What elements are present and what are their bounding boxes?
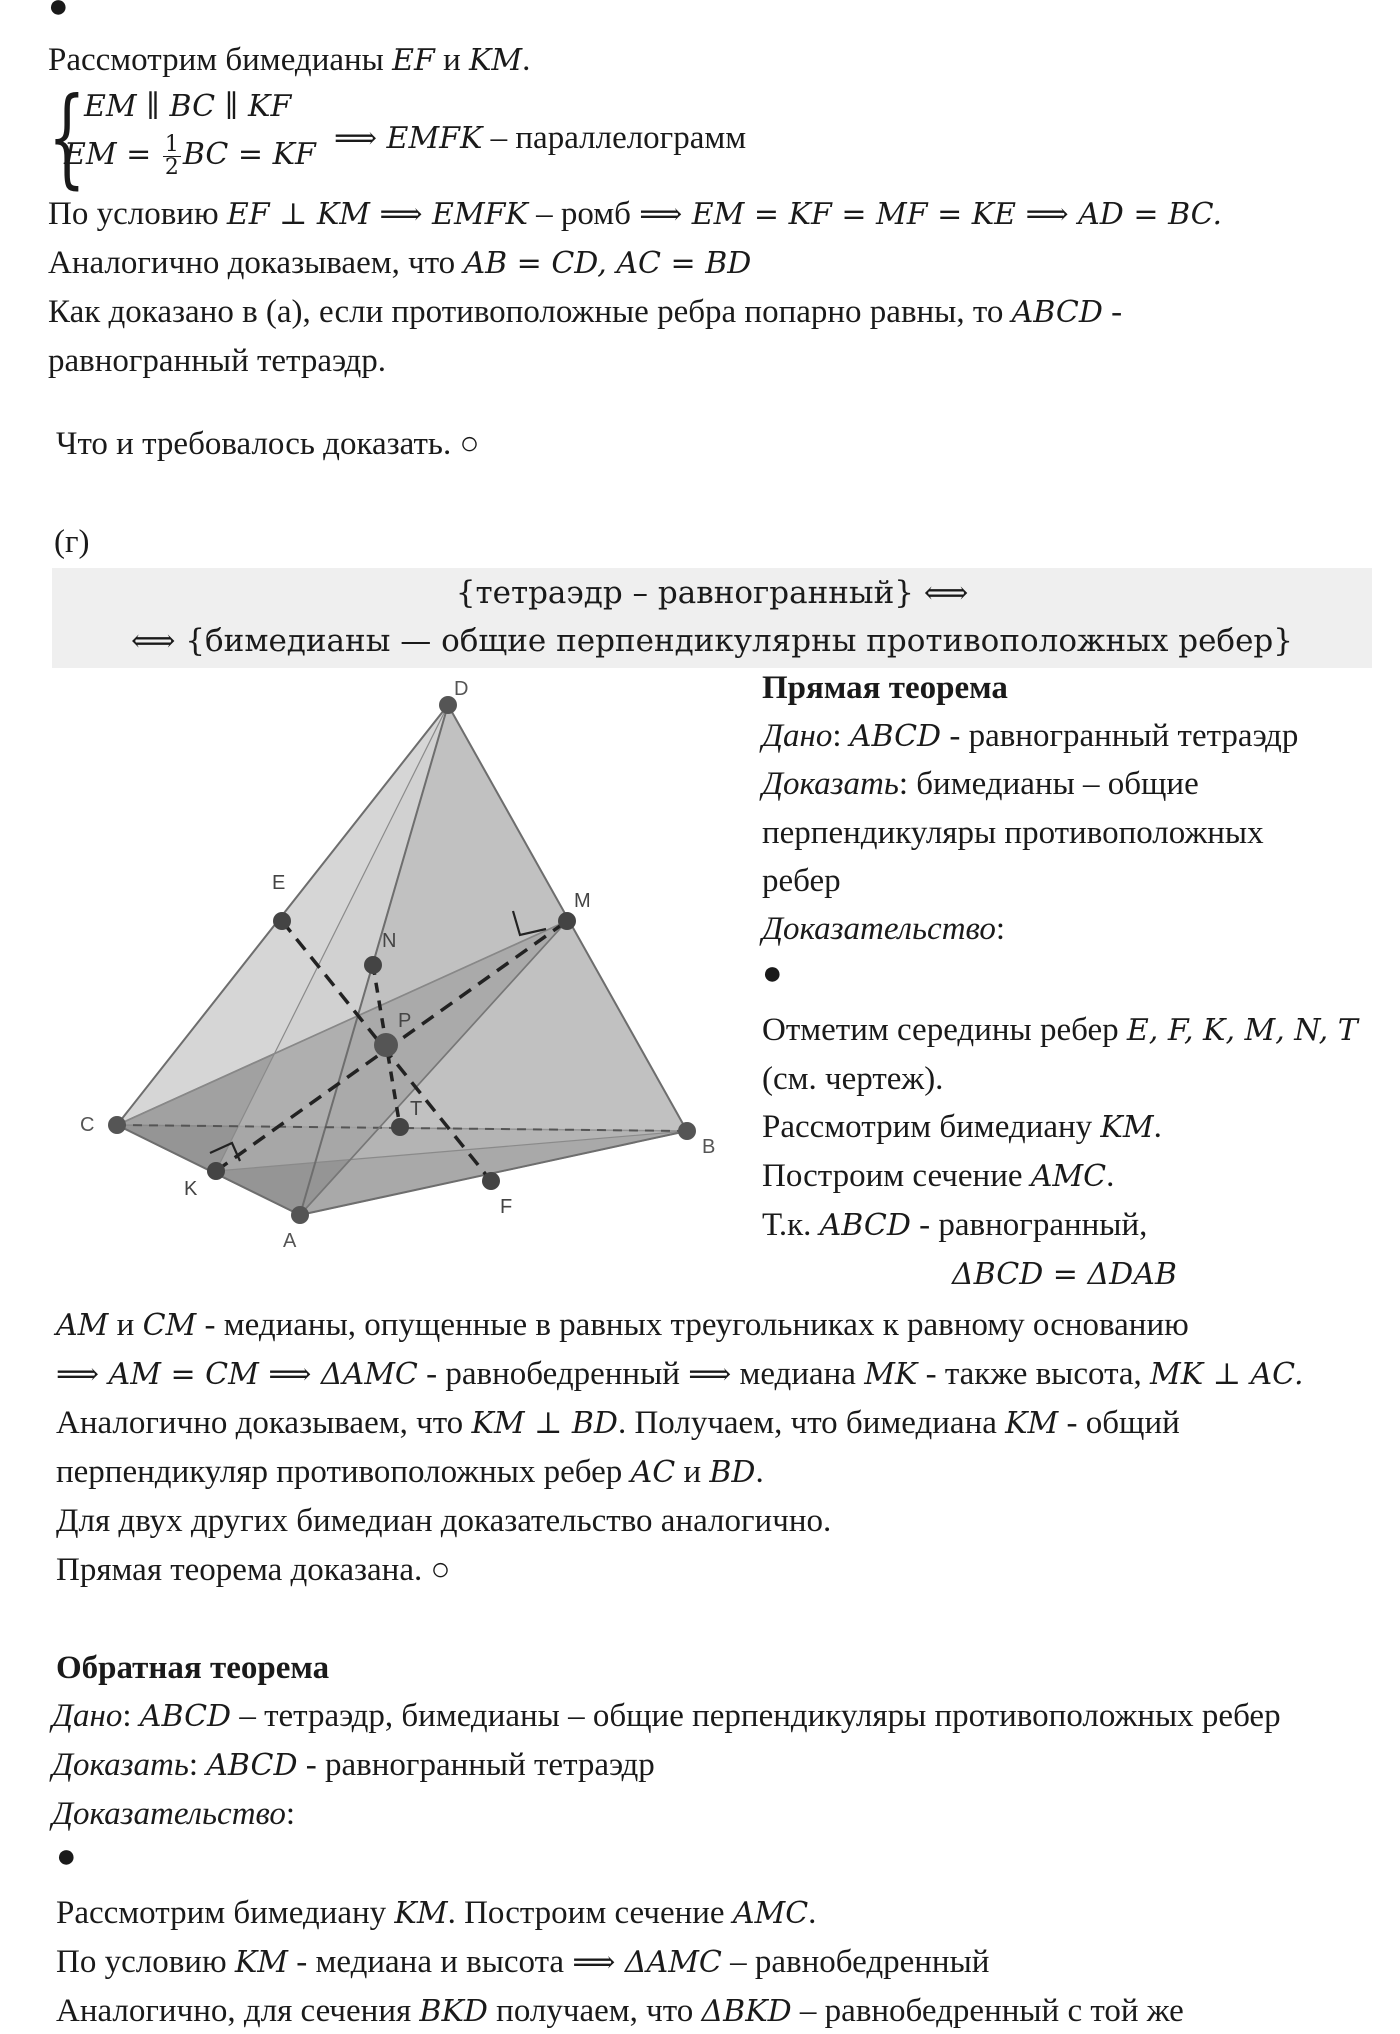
text: - медиана и высота [287, 1944, 573, 1980]
text: . Получаем, что бимедиана [617, 1405, 1006, 1441]
text-line: Прямая теорема доказана. ○ [56, 1552, 451, 1588]
text: - равногранный тетраэдр [941, 718, 1299, 754]
proof-label: Доказательство [762, 911, 996, 947]
text: Построим сечение [762, 1158, 1031, 1194]
prove-label: Доказать [762, 766, 899, 802]
system-result [334, 116, 746, 161]
math: AC [630, 1455, 676, 1490]
system-row-2 [64, 132, 316, 179]
text: Аналогично доказываем, что [48, 245, 464, 281]
math: KM [1005, 1406, 1059, 1441]
math: ΔBKD [701, 1994, 792, 2029]
point-n [364, 956, 382, 974]
text-line [48, 339, 386, 383]
given-label: Дано [762, 718, 833, 754]
math: KM [394, 1896, 448, 1931]
text: Рассмотрим бимедиану [56, 1895, 395, 1931]
math: EF ⊥ KM ⟹ EMFK [226, 197, 528, 232]
fraction-denominator: 2 [164, 154, 179, 180]
text: Как доказано в (а), если противоположные ребра попарно равны, то [48, 294, 1012, 330]
text-line [56, 1891, 816, 1936]
math: KM ⊥ BD [471, 1406, 618, 1441]
prove-line [52, 1743, 655, 1788]
math: EM = [64, 137, 161, 172]
point-a [291, 1206, 309, 1224]
theorem-banner [52, 568, 1372, 668]
text: . [755, 1454, 764, 1490]
point-c [108, 1116, 126, 1134]
part-label: (г) [54, 524, 90, 560]
math: ΔBCD = ΔDAB [952, 1257, 1177, 1292]
math: ABCD [849, 719, 942, 754]
math: EM ∥ BC ∥ KF [84, 89, 292, 124]
text: : [188, 1747, 207, 1783]
text: и [108, 1307, 143, 1343]
math: KM [468, 43, 523, 78]
text-line [56, 1940, 989, 1985]
text: - [1102, 294, 1123, 330]
converse-theorem-heading: Обратная теорема [56, 1650, 330, 1686]
fraction-numerator: 1 [164, 131, 179, 157]
text: По условию [56, 1944, 235, 1980]
text: перпендикуляр противоположных ребер [56, 1454, 631, 1490]
text: Аналогично, для сечения [56, 1993, 420, 2029]
text: – ромб [527, 196, 640, 232]
text: – тетраэдр, бимедианы – общие перпендикуляры противоположных ребер [231, 1698, 1281, 1734]
math: MK [864, 1357, 918, 1392]
label-a: A [283, 1230, 297, 1252]
bullet: ● [56, 1838, 77, 1875]
text: . [808, 1895, 817, 1931]
label-d: D [454, 678, 469, 700]
math: ABCD [206, 1748, 298, 1783]
math: ABCD [1011, 295, 1103, 330]
point-p [374, 1033, 398, 1057]
point-k [207, 1162, 225, 1180]
label-p: P [398, 1010, 412, 1032]
text: – равнобедренный [721, 1944, 990, 1980]
text-line [56, 1450, 764, 1495]
text: - равногранный, [910, 1207, 1148, 1243]
text: . [1153, 1109, 1162, 1145]
text-line [56, 1352, 1304, 1397]
text: Отметим середины ребер [762, 1012, 1127, 1048]
proof-label: Доказательство [52, 1796, 286, 1832]
point-f [482, 1172, 500, 1190]
banner-line-2: ⟺ {бимедианы — общие перпендикулярны противоположных ребер} [131, 623, 1293, 659]
text-line [48, 38, 530, 83]
text: - равногранный тетраэдр [297, 1747, 655, 1783]
text: . Построим сечение [447, 1895, 733, 1931]
math: AMC [732, 1896, 809, 1931]
text-line [48, 241, 751, 286]
math: KM [234, 1945, 288, 1980]
text: Что и требовалось доказать. ○ [56, 426, 480, 462]
math: AMC [1030, 1159, 1107, 1194]
given-line [52, 1694, 1281, 1739]
math: CM [142, 1308, 197, 1343]
text: - медианы, опущенные в равных треугольниках к равному основанию [196, 1307, 1189, 1343]
text-line: Для двух других бимедиан доказательство аналогично. [56, 1503, 832, 1539]
text: : [285, 1796, 296, 1832]
text: Аналогично доказываем, что [56, 1405, 472, 1441]
point-t [391, 1118, 409, 1136]
fraction [163, 131, 181, 180]
label-m: M [574, 890, 591, 912]
math: BKD [419, 1994, 488, 2029]
text-line: ребер [762, 863, 841, 899]
text: : [832, 718, 850, 754]
math: ABCD [139, 1699, 232, 1734]
equation-line [952, 1252, 1177, 1297]
math: ⟹ EM = KF = MF = KE ⟹ AD = BC. [639, 197, 1223, 232]
math: ABCD [819, 1208, 911, 1243]
point-b [678, 1122, 696, 1140]
proof-line [52, 1792, 295, 1836]
math: BD [709, 1455, 756, 1490]
math: ⟹ ΔAMC [572, 1945, 722, 1980]
text-line [56, 1303, 1189, 1348]
text: - общий [1058, 1405, 1180, 1441]
prove-label: Доказать [52, 1747, 189, 1783]
label-b: B [702, 1136, 716, 1158]
text-line [48, 192, 1222, 237]
math: ⟹ AM = CM ⟹ ΔAMC [56, 1357, 418, 1392]
text-line: (см. чертеж). [762, 1061, 944, 1097]
point-e [273, 912, 291, 930]
given-label: Дано [52, 1698, 123, 1734]
text-line [762, 1203, 1147, 1248]
text: Рассмотрим бимедианы [48, 42, 393, 78]
label-e: E [272, 872, 286, 894]
text-line [762, 1105, 1162, 1150]
math: KM [1100, 1110, 1154, 1145]
prove-line [762, 762, 1199, 806]
text: и [675, 1454, 710, 1490]
text: : [122, 1698, 140, 1734]
text-line: перпендикуляры противоположных [762, 815, 1264, 851]
math: AM [56, 1308, 109, 1343]
proof-line [762, 907, 1005, 951]
text: Т.к. [762, 1207, 820, 1243]
math: AB = CD, AC = BD [463, 246, 752, 281]
text: и [434, 42, 469, 78]
point-m [558, 912, 576, 930]
label-c: C [80, 1114, 95, 1136]
text-line [48, 290, 1122, 335]
text: . [522, 42, 531, 78]
system-row-1 [84, 84, 291, 129]
text: – равнобедренный с той же [791, 1993, 1184, 2029]
text: – параллелограмм [482, 120, 747, 156]
text-line [56, 1401, 1180, 1446]
text: равногранный тетраэдр. [48, 343, 387, 379]
text-line [762, 1154, 1114, 1199]
math: EF [392, 43, 435, 78]
math: ⟹ EMFK [334, 121, 483, 156]
label-t: T [410, 1098, 423, 1120]
qed-line [56, 422, 479, 466]
tetrahedron-figure [60, 675, 740, 1265]
math: ⟹ [688, 1357, 732, 1392]
label-f: F [500, 1196, 513, 1218]
bullet: ● [762, 955, 783, 992]
text: По условию [48, 196, 227, 232]
text: - также высота, [917, 1356, 1151, 1392]
text: : бимедианы – общие [898, 766, 1199, 802]
bullet: ● [48, 0, 69, 25]
math: E, F, K, M, N, T [1126, 1013, 1358, 1048]
text: - равнобедренный [417, 1356, 689, 1392]
text-line [56, 1989, 1184, 2034]
direct-theorem-heading: Прямая теорема [762, 670, 1008, 706]
given-line [762, 714, 1298, 759]
text: : [995, 911, 1006, 947]
math: BC = KF [182, 137, 316, 172]
text: медиана [731, 1356, 865, 1392]
text-line [762, 1008, 1358, 1053]
text: Рассмотрим бимедиану [762, 1109, 1101, 1145]
text: получаем, что [487, 1993, 702, 2029]
text: . [1106, 1158, 1115, 1194]
label-n: N [382, 930, 397, 952]
system-brace: { [48, 75, 86, 200]
banner-line-1: {тетраэдр – равногранный} ⟺ [455, 575, 969, 611]
math: MK ⊥ AC. [1150, 1357, 1304, 1392]
label-k: K [184, 1178, 198, 1200]
